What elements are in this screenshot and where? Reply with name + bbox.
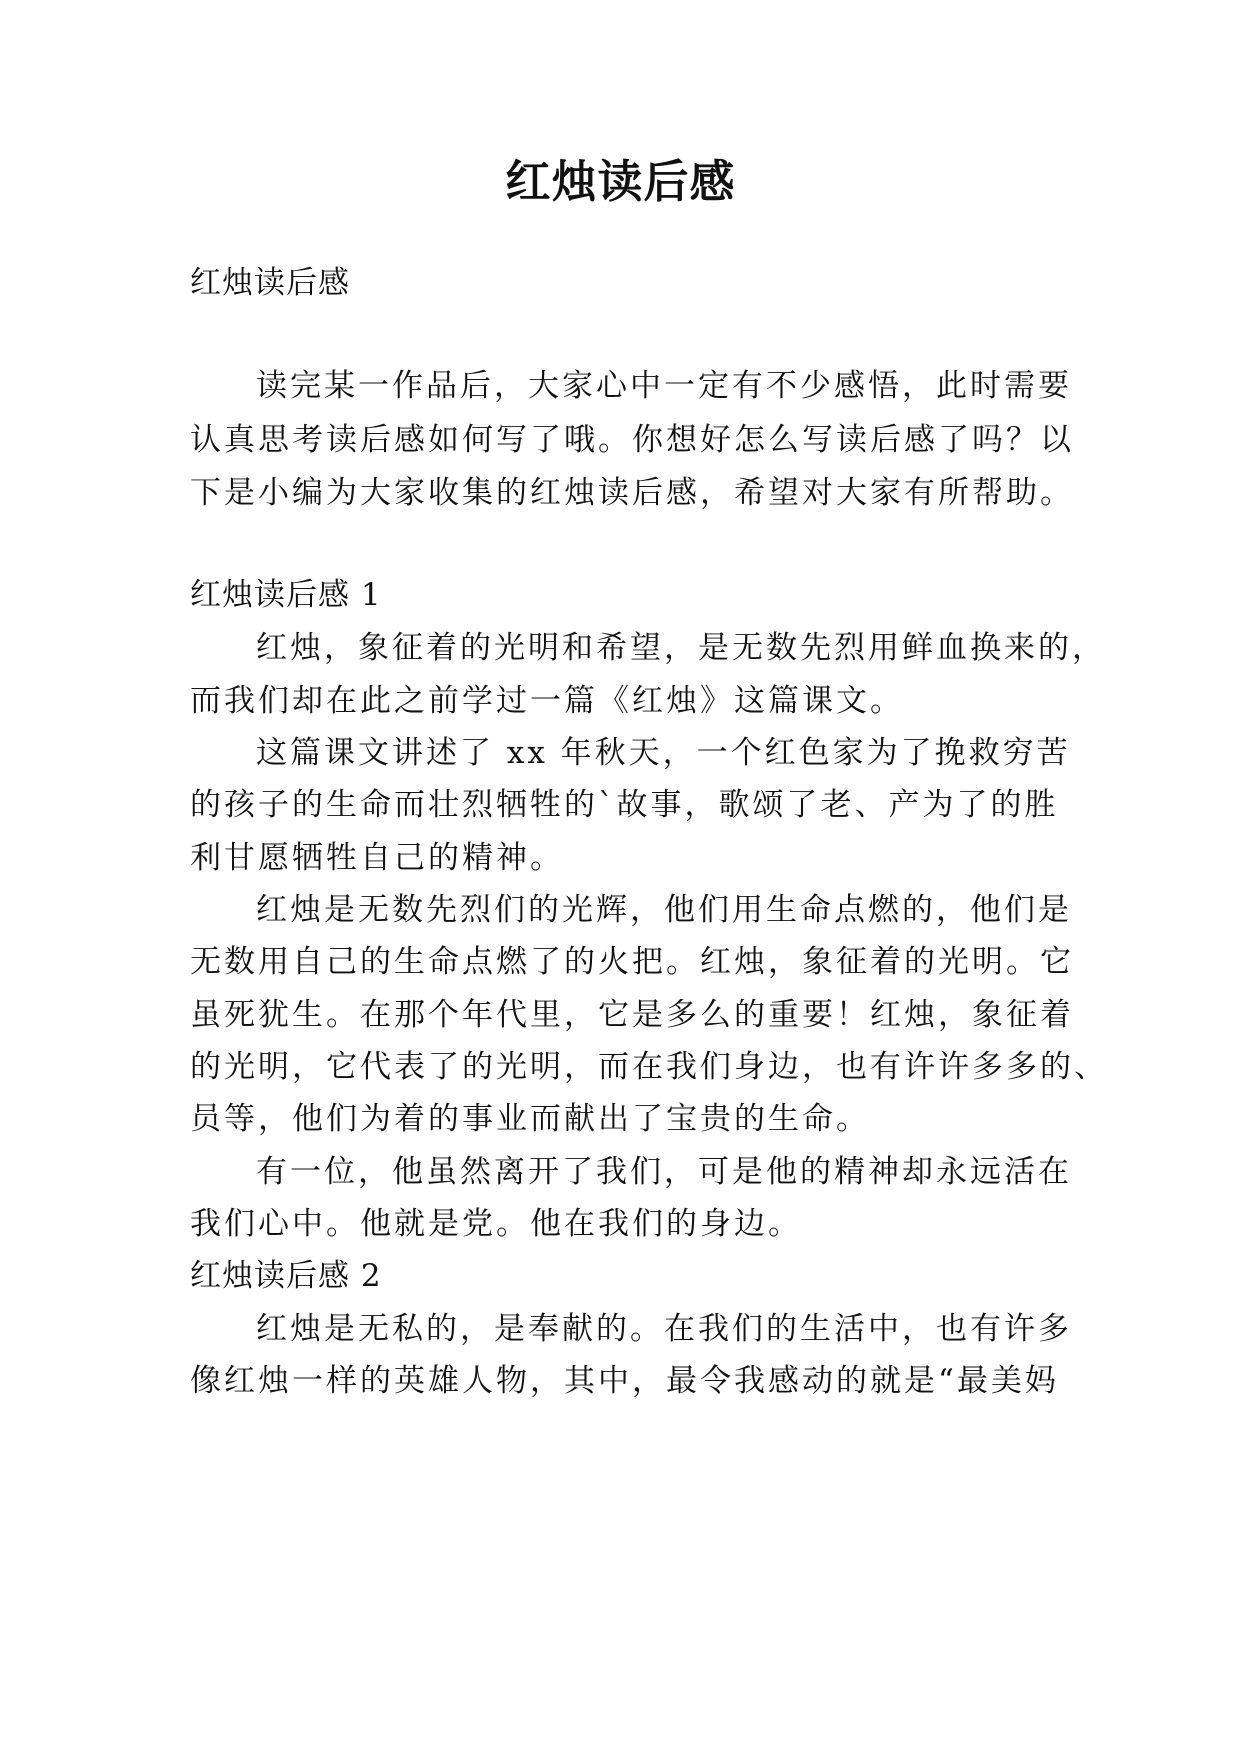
section1-p2-line-1: 这篇课文讲述了 xx 年秋天，一个红色家为了挽救穷苦 (256, 735, 1071, 771)
intro-line-2: 认真思考读后感如何写了哦。你想好怎么写读后感了吗？以 (190, 422, 1074, 458)
section1-p4-line-1: 有一位，他虽然离开了我们，可是他的精神却永远活在 (256, 1154, 1072, 1190)
section1-p3-line-2: 无数用自己的生命点燃了的火把。红烛，象征着的光明。它 (190, 944, 1074, 980)
section1-p2-line-3: 利甘愿牺牲自己的精神。 (190, 840, 564, 876)
section1-p3-line-1: 红烛是无数先烈们的光辉，他们用生命点燃的，他们是 (256, 892, 1072, 928)
section1-heading: 红烛读后感 1 (190, 577, 382, 613)
section1-p1-line-2: 而我们却在此之前学过一篇《红烛》这篇课文。 (190, 683, 904, 719)
intro-line-3: 下是小编为大家收集的红烛读后感，希望对大家有所帮助。 (190, 475, 1074, 511)
subtitle: 红烛读后感 (190, 265, 350, 301)
section1-p4-line-2: 我们心中。他就是党。他在我们的身边。 (190, 1206, 802, 1242)
document-title: 红烛读后感 (505, 155, 736, 208)
section2-heading: 红烛读后感 2 (190, 1258, 382, 1294)
intro-line-1: 读完某一作品后，大家心中一定有不少感悟，此时需要 (256, 368, 1072, 404)
section2-p1-line-2: 像红烛一样的英雄人物，其中，最令我感动的就是“最美妈 (190, 1363, 1059, 1399)
section2-p1-line-1: 红烛是无私的，是奉献的。在我们的生活中，也有许多 (256, 1311, 1072, 1347)
section1-p3-line-4: 的光明，它代表了的光明，而在我们身边，也有许许多多的、 (190, 1049, 1108, 1085)
section1-p3-line-5: 员等，他们为着的事业而献出了宝贵的生命。 (190, 1101, 870, 1137)
section1-p3-line-3: 虽死犹生。在那个年代里，它是多么的重要！红烛，象征着 (190, 997, 1074, 1033)
section1-p2-line-2: 的孩子的生命而壮烈牺牲的`故事，歌颂了老、产为了的胜 (190, 787, 1059, 823)
section1-p1-line-1: 红烛，象征着的光明和希望，是无数先烈用鲜血换来的， (256, 630, 1106, 666)
